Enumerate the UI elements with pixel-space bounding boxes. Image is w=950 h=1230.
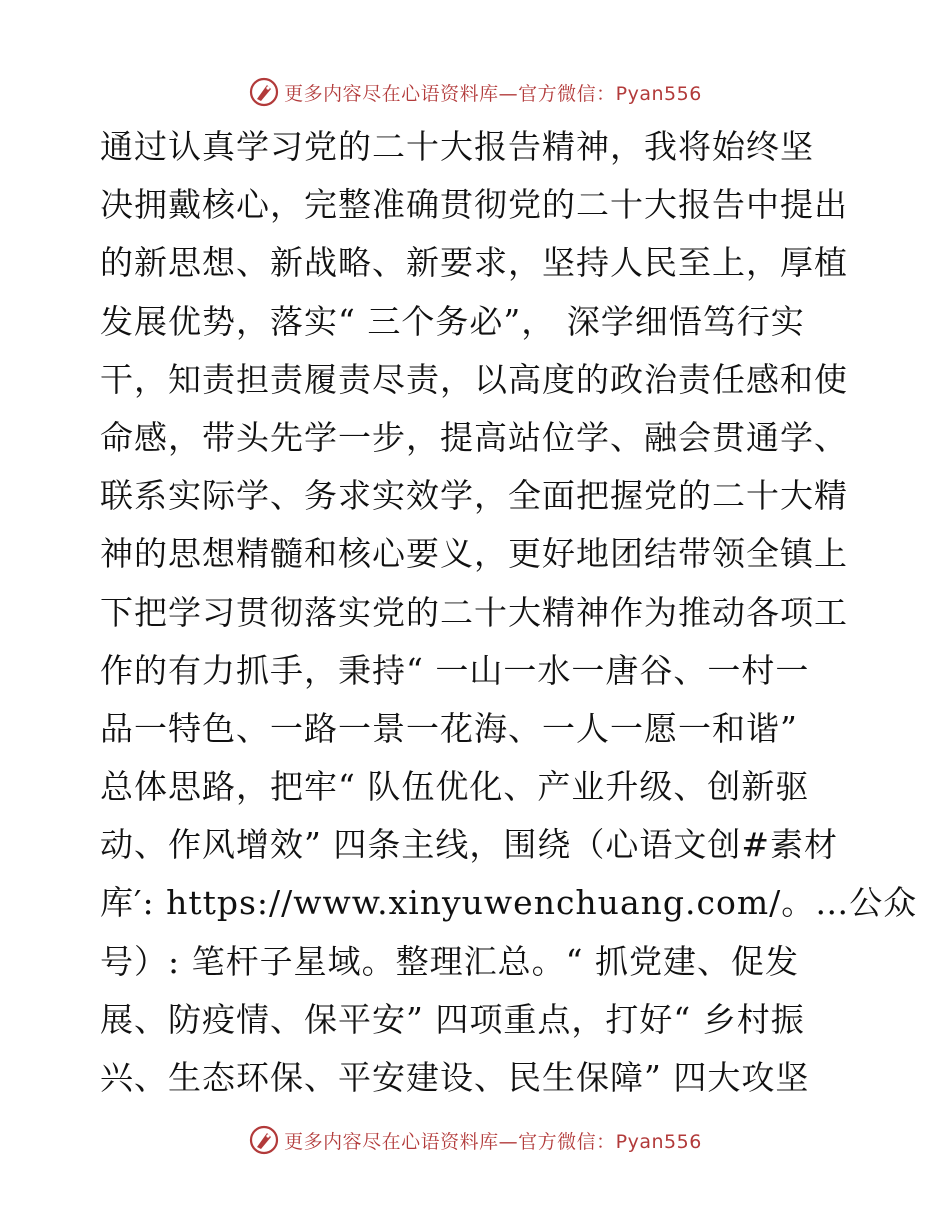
text-line: 命感，带头先学一步，提高站位学、融会贯通学、 — [100, 417, 848, 457]
text-line: 作的有力抓手，秉持“ 一山一水一唐谷、一村一 — [100, 650, 810, 690]
document-body — [100, 118, 918, 1107]
header-banner-text: 更多内容尽在心语资料库—官方微信：Pyan556 — [284, 82, 702, 105]
text-line: 展、防疫情、保平安” 四项重点，打好“ 乡村振 — [100, 999, 805, 1039]
text-line: 号）: 笔杆子星域。整理汇总。“ 抓党建、促发 — [100, 941, 799, 981]
text-line: 发展优势，落实“ 三个务必”， 深学细悟笃行实 — [100, 301, 805, 341]
footer-banner — [0, 1120, 950, 1160]
text-line: 兴、生态环保、平安建设、民生保障” 四大攻坚 — [100, 1058, 810, 1097]
text-line: 决拥戴核心，完整准确贯彻党的二十大报告中提出 — [100, 185, 848, 225]
pen-nib-logo-icon — [248, 1124, 280, 1156]
text-line: 总体思路，把牢“ 队伍优化、产业升级、创新驱 — [100, 767, 810, 807]
text-line: 的新思想、新战略、新要求，坚持人民至上，厚植 — [100, 243, 848, 283]
text-line: 干，知责担责履责尽责，以高度的政治责任感和使 — [100, 359, 848, 399]
text-line: 下把学习贯彻落实党的二十大精神作为推动各项工 — [100, 592, 848, 632]
text-line: 库′: https://www.xinyuwenchuang.com/。…公众 — [100, 883, 918, 923]
pen-nib-logo-icon — [248, 76, 280, 108]
text-line: 通过认真学习党的二十大报告精神，我将始终坚 — [100, 127, 814, 166]
text-line: 联系实际学、务求实效学，全面把握党的二十大精 — [100, 476, 848, 516]
header-banner — [0, 72, 950, 112]
footer-banner-text: 更多内容尽在心语资料库—官方微信：Pyan556 — [284, 1130, 702, 1153]
text-line: 动、作风增效” 四条主线，围绕（心语文创#素材 — [100, 825, 839, 865]
text-line: 神的思想精髓和核心要义，更好地团结带领全镇上 — [100, 534, 848, 574]
text-line: 品一特色、一路一景一花海、一人一愿一和谐” — [100, 708, 798, 748]
